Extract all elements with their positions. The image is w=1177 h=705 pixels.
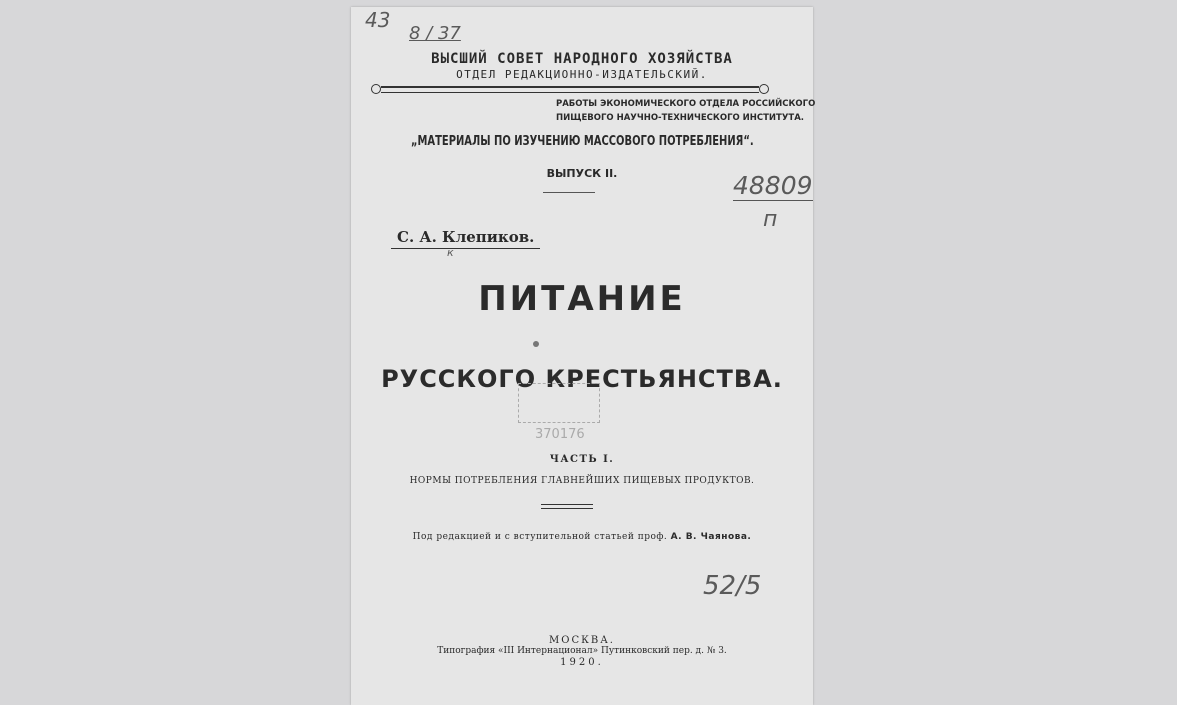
subtitle: НОРМЫ ПОТРЕБЛЕНИЯ ГЛАВНЕЙШИХ ПИЩЕВЫХ ПРОДУКТОВ. (409, 476, 755, 486)
works-line-1: РАБОТЫ ЭКОНОМИЧЕСКОГО ОТДЕЛА РОССИЙСКОГО (556, 99, 816, 109)
works-caption (556, 97, 815, 125)
part-label: ЧАСТЬ I. (549, 454, 615, 465)
editor-line (351, 532, 813, 542)
ornament-dot (533, 341, 539, 347)
printing-house: Типография «III Интернационал» Путинковский пер. д. № 3. (437, 646, 727, 656)
main-title-line-1: ПИТАНИЕ (478, 279, 686, 319)
title-page (351, 7, 816, 705)
publication-city: МОСКВА. (549, 635, 615, 646)
council-heading: ВЫСШИЙ СОВЕТ НАРОДНОГО ХОЗЯЙСТВА (431, 51, 733, 67)
handwritten-inventory-number: 48809 (733, 171, 813, 200)
main-title-line-2: РУССКОГО КРЕСТЬЯНСТВА. (381, 365, 783, 393)
issue-number: ВЫПУСК II. (546, 167, 618, 180)
series-title: „МАТЕРИАЛЫ ПО ИЗУЧЕНИЮ МАССОВОГО ПОТРЕБЛЕНИЯ“. (411, 134, 754, 149)
handwritten-inventory-letter: п (763, 207, 778, 232)
double-rule (541, 504, 593, 509)
department-heading: ОТДЕЛ РЕДАКЦИОННО-ИЗДАТЕЛЬСКИЙ. (456, 68, 708, 81)
publication-year: 1920. (560, 657, 604, 668)
stamp-number: 370176 (535, 427, 585, 442)
author-name: С. А. Клепиков. (391, 228, 540, 249)
works-line-2: ПИЩЕВОГО НАУЧНО-ТЕХНИЧЕСКОГО ИНСТИТУТА. (556, 113, 804, 123)
header-rule (381, 86, 759, 93)
handwritten-author-mark: к (447, 246, 454, 259)
handwritten-pages: 52/5 (703, 571, 762, 601)
handwritten-shelf-fraction: 8 / 37 (409, 23, 461, 44)
editor-name: А. В. Чаянова. (670, 532, 752, 542)
library-stamp (518, 383, 600, 423)
handwritten-shelf-mark: 43 (365, 8, 391, 32)
short-separator (543, 192, 595, 193)
editor-prefix: Под редакцией и с вступительной статьей проф. (412, 532, 668, 542)
